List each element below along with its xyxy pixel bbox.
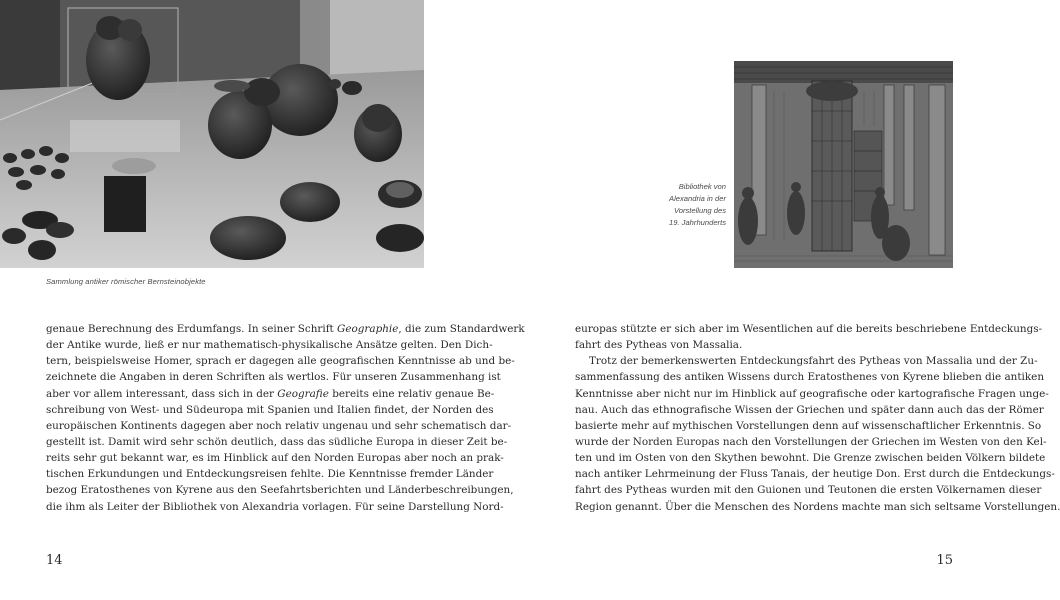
text-run: genaue Berechnung des Erdumfangs. In seiner Schrift	[46, 323, 338, 335]
caption-line: Alexandria in der	[669, 194, 726, 203]
text-line	[46, 482, 514, 498]
text-run: basierte mehr auf mythischen Vorstellungen denn auf wissenschaftlicher Erkenntnis. So	[575, 419, 1042, 432]
text-run: nau. Auch das ethnografische Wissen der Griechen und später dann auch das der Römer	[575, 403, 1044, 416]
text-run: der Antike wurde, ließ er nur mathematisch-physikalische Ansätze gelten. Den Dich-	[46, 339, 493, 352]
text-run: wurde der Norden Europas nach den Vorstellungen der Griechen im Westen von den Kel-	[575, 435, 1047, 448]
text-line	[46, 386, 495, 402]
page-number: 15	[936, 553, 953, 568]
text-run: , die zum Standardwerk	[398, 323, 525, 335]
text-line	[46, 369, 501, 385]
text-run: aber vor allem interessant, dass sich in der	[46, 387, 278, 400]
text-run: nach antiker Lehrmeinung der Fluss Tanais, der heutige Don. Erst durch die Entdeckungs-	[575, 468, 1055, 481]
text-run: europäischen Kontinents dagegen aber noch relativ ungenau und sehr schematisch dar-	[46, 419, 512, 432]
caption-line: Bibliothek von	[678, 182, 726, 191]
text-run: Region genannt. Über die Menschen des Nordens machte man sich seltsame Vorstellungen.	[575, 500, 1060, 513]
text-line	[46, 402, 494, 418]
text-line	[46, 466, 494, 482]
text-line	[575, 499, 1060, 515]
engraving-caption	[630, 181, 726, 229]
text-line	[575, 418, 1042, 434]
text-run: fahrt des Pytheas von Massalia.	[575, 339, 743, 352]
text-line	[575, 482, 1042, 498]
italic-title: Geographie	[337, 323, 399, 335]
text-run: schreibung von West- und Südeuropa mit Spanien und Italien findet, der Norden des	[46, 403, 494, 416]
text-run: bereits eine relativ genaue Be-	[328, 387, 495, 400]
text-run: reits sehr gut bekannt war, es im Hinblick auf den Norden Europas aber noch an prak-	[46, 452, 504, 465]
text-line	[575, 434, 1047, 450]
text-line	[575, 450, 1046, 466]
italic-title: Geografie	[277, 387, 329, 400]
text-line	[46, 337, 493, 353]
body-text-left	[46, 321, 525, 515]
text-line	[46, 434, 508, 450]
text-line	[575, 353, 1038, 369]
body-text-right	[575, 321, 1060, 515]
text-run: sammenfassung des antiken Wissens durch Eratosthenes von Kyrene blieben die antiken	[575, 371, 1045, 384]
text-line	[46, 353, 515, 369]
right-page	[500, 0, 1060, 600]
page-number: 14	[46, 553, 63, 568]
text-line	[46, 450, 504, 466]
text-line	[46, 418, 512, 434]
text-run: tischen Erkundungen und Entdeckungsreisen fehlte. Die Kenntnisse fremder Länder	[46, 468, 494, 481]
library-alexandria-engraving	[734, 61, 953, 268]
museum-display-photo	[0, 0, 424, 268]
text-run: ten und im Osten von den Skythen bewohnt. Die Grenze zwischen beiden Völkern bildete	[575, 452, 1046, 465]
text-run: gestellt ist. Damit wird sehr schön deutlich, dass das südliche Europa in dieser Zeit be-	[46, 435, 508, 448]
text-run: Kenntnisse aber nicht nur im Hinblick auf geografische oder kartografische Fragen unge-	[575, 387, 1049, 400]
caption-line: 19. Jahrhunderts	[669, 218, 726, 227]
text-line	[575, 321, 1043, 337]
caption-line: Vorstellung des	[673, 206, 726, 215]
text-line	[575, 337, 957, 353]
text-line	[46, 321, 525, 337]
text-run: fahrt des Pytheas wurden mit den Guionen und Teutonen die ersten Völkernamen dieser	[575, 484, 1042, 497]
text-line	[575, 466, 1055, 482]
text-line	[575, 369, 1045, 385]
text-run: die ihm als Leiter der Bibliothek von Alexandria vorlagen. Für seine Darstellung Nord-	[46, 500, 504, 513]
text-run: bezog Eratosthenes von Kyrene aus den Seefahrtsberichten und Länderbeschreibungen,	[46, 484, 514, 497]
left-page	[0, 0, 525, 600]
text-line	[575, 402, 1044, 418]
text-run: europas stützte er sich aber im Wesentlichen auf die bereits beschriebene Entdeckungs-	[575, 323, 1043, 335]
text-run: Trotz der bemerkenswerten Entdeckungsfahrt des Pytheas von Massalia und der Zu-	[589, 355, 1038, 368]
text-run: zeichnete die Angaben in deren Schriften als wertlos. Für unseren Zusammenhang ist	[46, 371, 501, 384]
photo-caption: Sammlung antiker römischer Bernsteinobjekte	[46, 277, 206, 286]
text-line	[46, 499, 504, 515]
text-run: tern, beispielsweise Homer, sprach er dagegen alle geografischen Kenntnisse ab und be-	[46, 355, 515, 368]
text-line	[575, 386, 1049, 402]
